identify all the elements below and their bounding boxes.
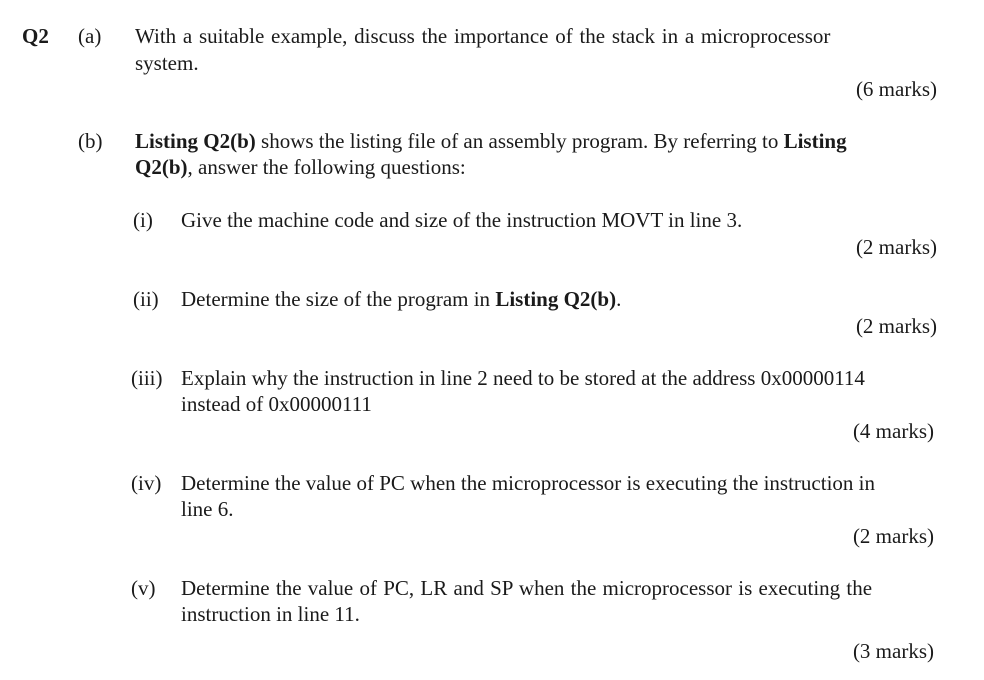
part-b-intro-text1: shows the listing file of an assembly program. By referring to xyxy=(255,129,784,153)
sub-iv-marks: (2 marks) xyxy=(852,524,934,548)
part-b-intro-text2: , answer the following questions: xyxy=(187,155,466,179)
part-a-text-line1: With a suitable example, discuss the importance of the stack in a microprocessor xyxy=(135,24,831,48)
sub-iii-text-line2: instead of 0x00000111 xyxy=(181,392,372,416)
sub-v-text-line2: instruction in line 11. xyxy=(181,602,360,626)
sub-ii-label: (ii) xyxy=(133,287,159,311)
listing-ref-bold-2: Listing xyxy=(783,129,847,153)
part-b-label: (b) xyxy=(78,129,103,153)
sub-ii-listing-ref: Listing Q2(b) xyxy=(495,287,617,311)
sub-iii-marks: (4 marks) xyxy=(852,419,934,443)
sub-v-marks: (3 marks) xyxy=(852,639,934,663)
sub-iii-label: (iii) xyxy=(131,366,163,390)
part-a-text-line2: system. xyxy=(135,51,199,75)
sub-iv-label: (iv) xyxy=(131,471,162,495)
sub-ii-text: Determine the size of the program in xyxy=(181,287,496,311)
sub-i-label: (i) xyxy=(133,208,153,232)
sub-ii-text-line xyxy=(181,287,621,312)
sub-v-label: (v) xyxy=(131,576,156,600)
listing-ref-bold: Listing Q2(b) xyxy=(135,129,256,153)
sub-ii-end: . xyxy=(616,287,622,311)
sub-i-text: Give the machine code and size of the instruction MOVT in line 3. xyxy=(181,208,743,232)
part-a-label: (a) xyxy=(78,24,102,48)
sub-iv-text-line1: Determine the value of PC when the microprocessor is executing the instruction in xyxy=(181,471,875,495)
question-number: Q2 xyxy=(22,24,49,48)
part-b-intro-line2 xyxy=(135,155,466,180)
sub-iv-text-line2: line 6. xyxy=(181,497,234,521)
part-a-marks: (6 marks) xyxy=(855,77,937,101)
sub-i-marks: (2 marks) xyxy=(855,235,937,259)
sub-v-text-line1: Determine the value of PC, LR and SP when the microprocessor is executing the xyxy=(181,576,873,600)
part-b-intro-line1 xyxy=(135,129,847,154)
listing-ref-bold-3: Q2(b) xyxy=(135,155,188,179)
sub-iii-text-line1: Explain why the instruction in line 2 need to be stored at the address 0x00000114 xyxy=(181,366,865,390)
sub-ii-marks: (2 marks) xyxy=(855,314,937,338)
